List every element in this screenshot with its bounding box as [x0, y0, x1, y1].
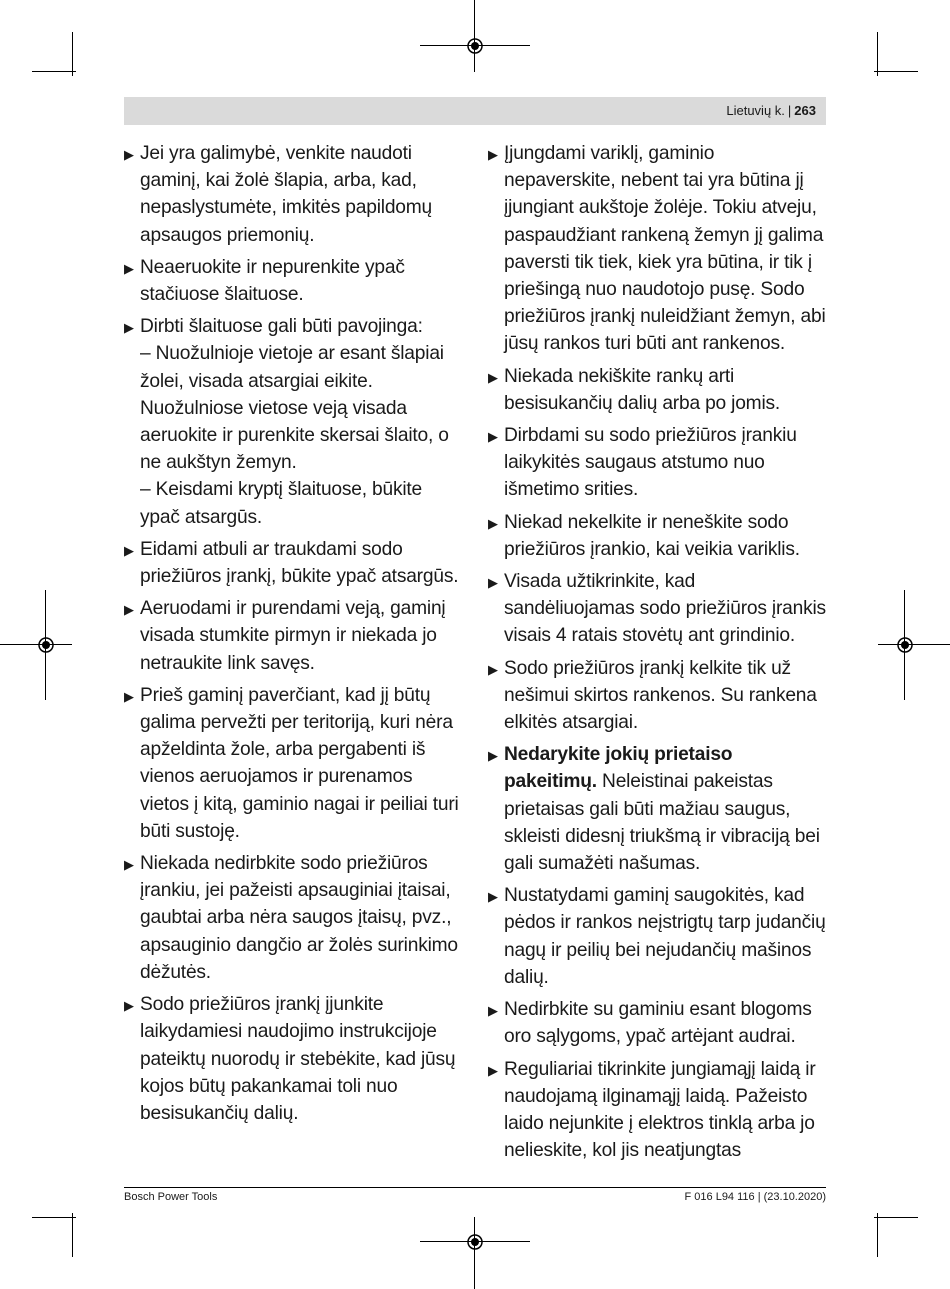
footer-doc-number: F 016 L94 116 | (23.10.2020) — [684, 1191, 826, 1203]
list-item — [488, 140, 828, 358]
footer-rule — [124, 1187, 826, 1188]
bullet-icon: ▶ — [488, 661, 498, 677]
list-item — [488, 882, 828, 991]
bullet-icon: ▶ — [488, 147, 498, 162]
item-text: Jei yra galimybė, venkite naudoti gaminį, kai žolė šlapia, arba, kad, nepaslystumėte, imkitės papildomų apsaugos priemonių. — [140, 143, 433, 246]
crop-mark — [32, 71, 76, 72]
bullet-icon: ▶ — [124, 147, 134, 162]
sub-item: – Keisdami kryptį šlaituose, būkite ypač atsargūs. — [140, 479, 423, 528]
bullet-icon: ▶ — [124, 857, 134, 873]
item-text: Reguliariai tikrinkite jungiamąjį laidą ir naudojamą ilginamąjį laidą. Pažeisto laido nejunkite į elektros tinklą arba jo nelieskite, kol jis neatjungtas — [504, 1058, 816, 1162]
list-item — [124, 313, 464, 531]
item-text: Sodo priežiūros įrankį įjunkite laikydamiesi naudojimo instrukcijoje pateiktų nuorodų ir stebėkite, kad jūsų kojos būtų pakankamai toli nuo besisukančių dalių. — [140, 994, 456, 1124]
crop-mark — [877, 32, 878, 76]
bullet-icon: ▶ — [124, 688, 134, 704]
bullet-icon: ▶ — [488, 1062, 498, 1078]
page-header — [124, 97, 826, 125]
registration-mark-icon — [37, 636, 55, 654]
item-text: Dirbti šlaituose gali būti pavojinga: — [140, 316, 423, 338]
list-item — [488, 741, 828, 877]
list-item — [124, 536, 464, 590]
item-text: Visada užtikrinkite, kad sandėliuojamas sodo priežiūros įrankis visais 4 ratais stovėtų ant grindinio. — [504, 571, 826, 647]
header-separator: | — [787, 103, 792, 118]
left-column — [124, 140, 464, 1132]
list-item — [124, 850, 464, 986]
item-text: Niekad nekelkite ir neneškite sodo priežiūros įrankio, kai veikia variklis. — [504, 511, 800, 560]
crop-mark — [72, 1213, 73, 1257]
bullet-icon: ▶ — [488, 1003, 498, 1019]
item-text: Nedirbkite su gaminiu esant blogoms oro sąlygoms, ypač artėjant audrai. — [504, 999, 812, 1048]
bullet-icon: ▶ — [124, 542, 134, 558]
header-text — [726, 103, 816, 118]
bullet-icon: ▶ — [488, 369, 498, 385]
crop-mark — [72, 32, 73, 76]
list-item — [124, 595, 464, 677]
bullet-icon: ▶ — [488, 515, 498, 531]
list-item — [488, 363, 828, 417]
registration-line — [878, 644, 950, 645]
registration-mark-icon — [466, 1233, 484, 1251]
bullet-icon: ▶ — [488, 429, 498, 445]
crop-mark — [877, 1213, 878, 1257]
bullet-icon: ▶ — [124, 320, 134, 336]
list-item — [124, 991, 464, 1127]
registration-mark-icon — [466, 37, 484, 55]
bullet-icon: ▶ — [488, 889, 498, 905]
item-text: Neleistinai pakeistas prietaisas gali būti mažiau saugus, skleisti didesnį triukšmą ir vibraciją bei gali sumažėti našumas. — [504, 771, 820, 875]
list-item — [488, 422, 828, 504]
list-item — [124, 254, 464, 308]
item-bold-text: Nedarykite jokių prietaiso pakeitimų. — [504, 744, 733, 793]
bullet-icon: ▶ — [488, 575, 498, 591]
bullet-icon: ▶ — [124, 602, 134, 618]
list-item — [124, 682, 464, 845]
header-language: Lietuvių k. — [726, 103, 785, 118]
item-text: Sodo priežiūros įrankį kelkite tik už nešimui skirtos rankenos. Su rankena elkitės atsargiai. — [504, 657, 817, 734]
crop-mark — [32, 1217, 76, 1218]
crop-mark — [874, 71, 918, 72]
registration-line — [0, 644, 72, 645]
bullet-icon: ▶ — [124, 260, 134, 276]
registration-line — [474, 0, 475, 72]
page-number: 263 — [794, 103, 816, 118]
item-text: Eidami atbuli ar traukdami sodo priežiūros įrankį, būkite ypač atsargūs. — [140, 538, 459, 588]
item-text: Aeruodami ir purendami veją, gaminį visada stumkite pirmyn ir niekada jo netraukite link savęs. — [140, 598, 446, 674]
item-text: Niekada nedirbkite sodo priežiūros įrankiu, jei pažeisti apsauginiai įtaisai, gaubtai arba nėra saugos įtaisų, pvz., apsauginio dangčio ar žolės surinkimo dėžutės. — [140, 853, 458, 983]
registration-mark-icon — [896, 636, 914, 654]
sub-item: – Nuožulnioje vietoje ar esant šlapiai žolei, visada atsargiai eikite. Nuožulniose vietose veją visada aeruokite ir purenkite skersai šlaito, o ne aukštyn žemyn. — [140, 343, 449, 474]
list-item — [488, 509, 828, 563]
registration-line — [474, 1217, 475, 1289]
item-text: Prieš gaminį paverčiant, kad jį būtų galima pervežti per teritoriją, kuri nėra apželdinta žole, arba pergabenti iš vienos aeruojamos ir purenamos vietos į kitą, gaminio nagai ir peiliai turi būti sustoję. — [140, 684, 459, 842]
list-item — [488, 996, 828, 1050]
crop-mark — [874, 1217, 918, 1218]
footer-brand: Bosch Power Tools — [124, 1191, 218, 1203]
item-text: Niekada nekiškite rankų arti besisukančių dalių arba po jomis. — [504, 365, 781, 414]
item-text: Įjungdami variklį, gaminio nepaverskite, nebent tai yra būtina jį įjungiant aukštoje žolėje. Tokiu atveju, paspaudžiant rankeną žemyn jį galima paversti tik tiek, kiek yra būtina, ir tik į priešingą nuo naudotojo pusę. Sodo priežiūros įrankį nuleidžiant žemyn, abi jūsų rankos turi būti ant rankenos. — [504, 143, 826, 355]
bullet-icon: ▶ — [124, 998, 134, 1014]
list-item — [488, 568, 828, 650]
item-text: Nustatydami gaminį saugokitės, kad pėdos ir rankos neįstrigtų tarp judančių nagų ir peilių bei nejudančių mašinos dalių. — [504, 885, 826, 988]
bullet-icon: ▶ — [488, 748, 498, 764]
item-text: Neaeruokite ir nepurenkite ypač stačiuose šlaituose. — [140, 256, 405, 306]
list-item — [488, 1056, 828, 1165]
item-text: Dirbdami su sodo priežiūros įrankiu laikykitės saugaus atstumo nuo išmetimo srities. — [504, 425, 797, 501]
right-column — [488, 140, 828, 1169]
list-item — [488, 655, 828, 737]
list-item — [124, 140, 464, 249]
